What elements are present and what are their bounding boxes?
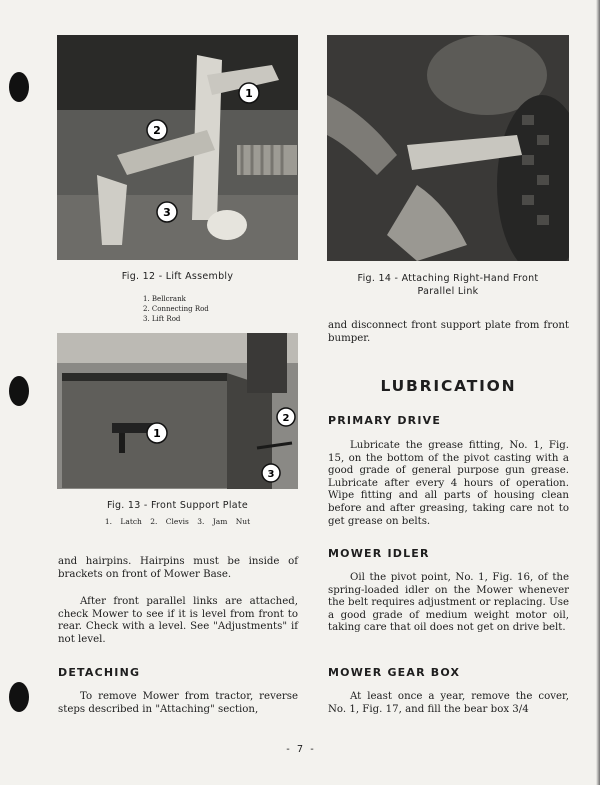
punch-hole-middle — [9, 376, 29, 406]
fig13-caption: Fig. 13 - Front Support Plate — [106, 500, 249, 511]
paragraph-primary-drive: Lubricate the grease fitting, No. 1, Fig. 15, on the bottom of the pivot casting with a good grade of general purpose gun grease. Lubricate after every 4 hours of operation. Wipe fitting and all parts of housing clean before and after greasing, taking care not to get grease on belts. — [328, 440, 569, 527]
fig12-legend-item: 3. Lift Rod — [143, 315, 181, 323]
paragraph-detaching: To remove Mower from tractor, reverse steps described in "Attaching" section, — [58, 691, 298, 715]
heading-detaching: DETACHING — [58, 666, 141, 679]
heading-mower-gear-box: MOWER GEAR BOX — [328, 666, 461, 679]
fig14-caption — [327, 272, 569, 298]
paragraph-mower-idler: Oil the pivot point, No. 1, Fig. 16, of the spring-loaded idler on the Mower whenever the belt requires adjustment or replacing. Use a good grade of medium weight motor oil, taking care that oil does not get on drive belt. — [328, 572, 569, 634]
paragraph-disconnect: and disconnect front support plate from front bumper. — [328, 320, 569, 344]
fig12-callout-2 — [147, 120, 167, 140]
svg-text:3: 3 — [267, 469, 275, 480]
page-edge-shadow — [596, 0, 600, 785]
paragraph-parallel-links: After front parallel links are attached, check Mower to see if it is level from front to rear. Check with a level. See "Adjustments" if not level. — [58, 596, 298, 645]
fig12-caption: Fig. 12 - Lift Assembly — [121, 271, 234, 282]
paragraph-gear-box: At least once a year, remove the cover, No. 1, Fig. 17, and fill the bear box 3/4 — [328, 691, 569, 715]
svg-text:1: 1 — [245, 87, 253, 100]
fig13-callout-2 — [277, 408, 295, 426]
heading-lubrication: LUBRICATION — [380, 377, 517, 395]
svg-text:1: 1 — [153, 427, 161, 440]
heading-primary-drive: PRIMARY DRIVE — [328, 414, 442, 427]
fig12-legend-item: 1. Bellcrank — [143, 295, 186, 303]
paragraph-hairpins: and hairpins. Hairpins must be inside of brackets on front of Mower Base. — [58, 556, 298, 580]
fig14-caption-line: Parallel Link — [417, 286, 479, 297]
punch-hole-top — [9, 72, 29, 102]
heading-mower-idler: MOWER IDLER — [328, 547, 430, 560]
fig13-callout-3 — [262, 464, 280, 482]
punch-hole-bottom — [9, 682, 29, 712]
svg-text:3: 3 — [163, 206, 171, 219]
fig12-legend — [143, 294, 209, 324]
svg-text:2: 2 — [153, 124, 161, 137]
fig14-caption-line: Fig. 14 - Attaching Right-Hand Front — [357, 273, 539, 284]
fig13-legend: 1. Latch 2. Clevis 3. Jam Nut — [104, 517, 251, 526]
svg-text:2: 2 — [282, 413, 290, 424]
fig13-callout-1 — [147, 423, 167, 443]
fig14-photo — [327, 35, 569, 261]
fig12-callout-1 — [239, 83, 259, 103]
fig12-callout-3 — [157, 202, 177, 222]
fig12-legend-item: 2. Connecting Rod — [143, 305, 209, 313]
page-number: - 7 - — [284, 744, 316, 755]
